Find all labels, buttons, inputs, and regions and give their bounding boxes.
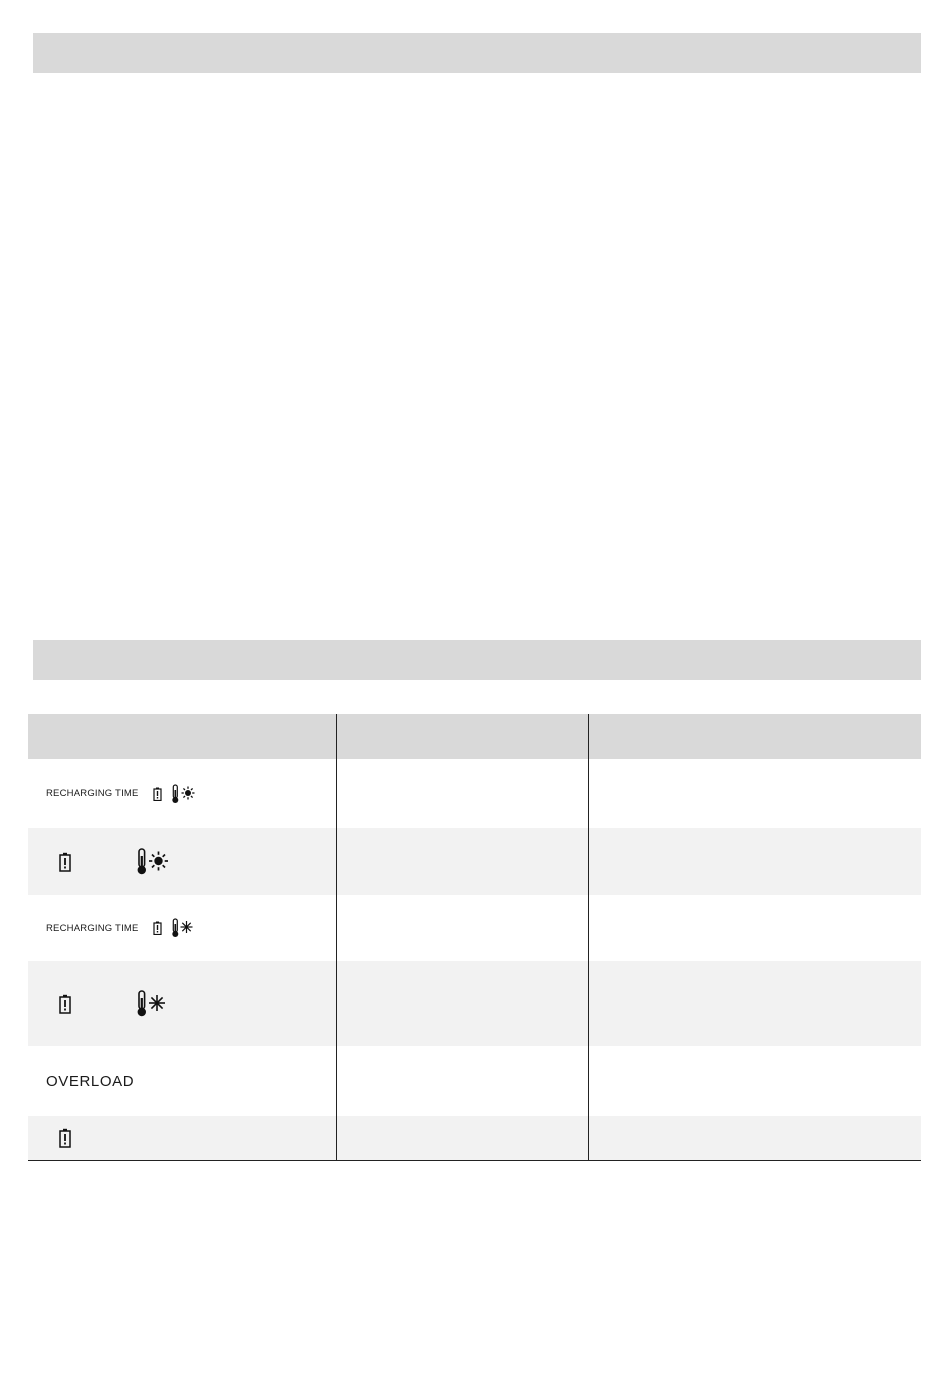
table-row — [28, 961, 921, 1046]
table-bottom-rule — [28, 1160, 921, 1161]
table-cell-display — [28, 990, 166, 1018]
table-row — [28, 759, 921, 828]
recharging-time-label: RECHARGING TIME — [46, 922, 139, 934]
table-row — [28, 828, 921, 895]
section-header-bar-middle — [33, 640, 921, 680]
thermometer-snowflake-icon — [171, 918, 193, 938]
column-divider — [336, 714, 337, 1161]
recharging-time-label: RECHARGING TIME — [46, 788, 139, 799]
column-divider — [588, 714, 589, 1161]
table-cell-display — [28, 918, 193, 938]
section-header-bar-top — [33, 33, 921, 73]
table-row — [28, 1046, 921, 1116]
table-cell-display — [28, 784, 195, 804]
battery-warning-icon — [153, 787, 162, 801]
thermometer-snowflake-icon — [136, 990, 166, 1018]
table-cell-display — [28, 848, 168, 876]
thermometer-sun-icon — [136, 848, 168, 876]
overload-label: OVERLOAD — [46, 1072, 135, 1090]
battery-warning-icon — [153, 921, 162, 935]
battery-warning-icon — [59, 852, 71, 872]
battery-warning-icon — [59, 1128, 71, 1148]
table-header — [28, 714, 921, 759]
table-cell-display — [28, 1128, 71, 1148]
indicator-table — [28, 714, 921, 1161]
battery-warning-icon — [59, 994, 71, 1014]
table-row — [28, 1116, 921, 1160]
thermometer-sun-icon — [171, 784, 195, 804]
table-cell-display — [28, 1073, 134, 1090]
table-row — [28, 895, 921, 961]
